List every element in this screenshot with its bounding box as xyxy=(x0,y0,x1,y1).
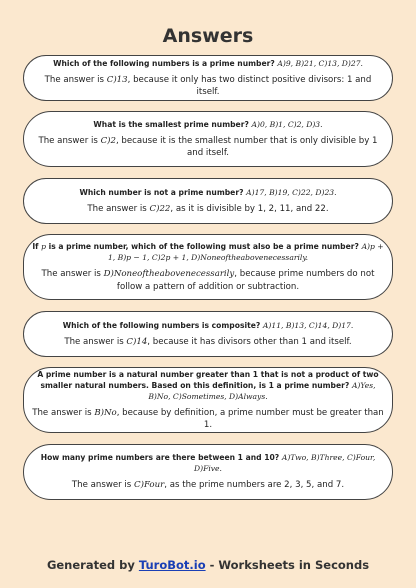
answer-text: The answer is C)Four, as the prime numbers are 2, 3, 5, and 7. xyxy=(71,480,345,491)
question-text: Which number is not a prime number? A)17, B)19, C)22, D)23. xyxy=(79,187,337,197)
answer-card-5 xyxy=(23,311,393,357)
answer-text: The answer is C)2, because it is the smallest number that is only divisible by 1 and itself. xyxy=(38,135,378,158)
question-text: If p is a prime number, which of the following must also be a prime number? A)p + 1, B)p − 1, C)2p + 1, D)Noneoftheabovenecessarily. xyxy=(32,242,384,263)
question-text: Which of the following numbers is composite? A)11, B)13, C)14, D)17. xyxy=(62,320,354,330)
question-text: What is the smallest prime number? A)0, B)1, C)2, D)3. xyxy=(93,119,323,129)
answer-card-3 xyxy=(23,178,393,224)
answer-text: The answer is D)Noneoftheabovenecessarily, because prime numbers do not follow a pattern of addition or subtraction. xyxy=(41,269,375,292)
answer-text: The answer is C)22, as it is divisible by 1, 2, 11, and 22. xyxy=(87,203,329,214)
footer-suffix: - Worksheets in Seconds xyxy=(209,558,370,572)
page-title: Answers xyxy=(162,25,254,47)
answer-card-6 xyxy=(23,367,393,433)
answer-card-7 xyxy=(23,444,393,500)
answer-text: The answer is B)No, because by definition, a prime number must be greater than 1. xyxy=(32,407,384,430)
turobot-link[interactable]: TuroBot.io xyxy=(138,558,206,572)
answer-text: The answer is C)14, because it has divisors other than 1 and itself. xyxy=(64,336,352,347)
answer-text: The answer is C)13, because it only has two distinct positive divisors: 1 and itself. xyxy=(44,74,372,97)
footer-prefix: Generated by xyxy=(46,558,135,572)
footer xyxy=(0,558,416,572)
question-text: Which of the following numbers is a prime number? A)9, B)21, C)13, D)27. xyxy=(53,58,363,68)
answer-card-1 xyxy=(23,55,393,101)
question-text: How many prime numbers are there between 1 and 10? A)Two, B)Three, C)Four, D)Five. xyxy=(40,453,376,474)
answer-card-4 xyxy=(23,234,393,300)
question-text: A prime number is a natural number greater than 1 that is not a product of two smaller natural numbers. Based on this definition, is 1 a prime number? A)Yes, B)No, C)Sometimes, D)Always. xyxy=(37,369,379,401)
answer-card-2 xyxy=(23,111,393,167)
